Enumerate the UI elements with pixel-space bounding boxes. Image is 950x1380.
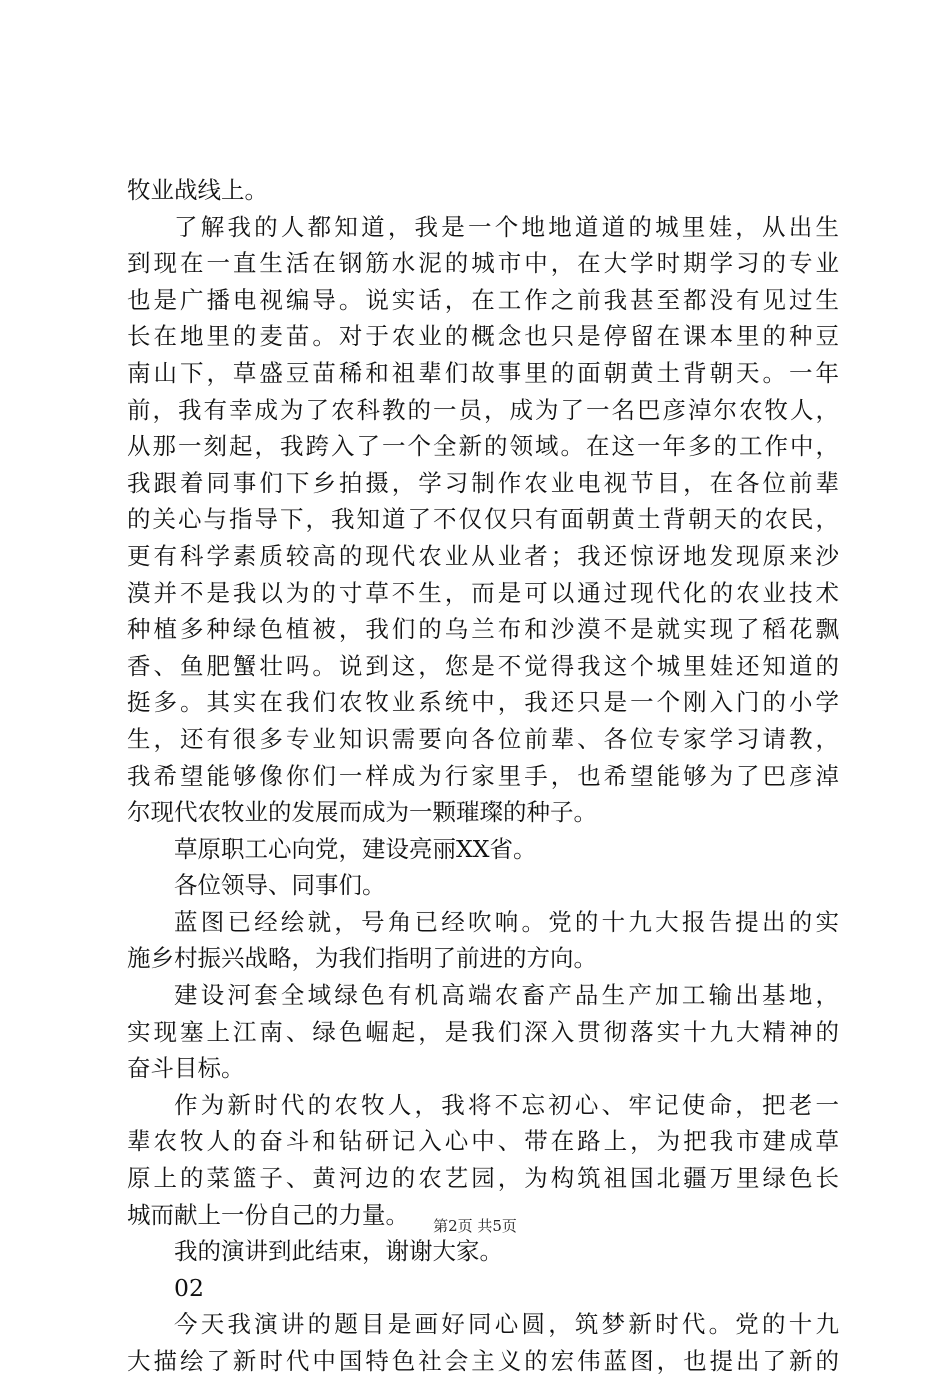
text-line: 我的演讲到此结束，谢谢大家。: [174, 1237, 503, 1266]
text-line: 的关心与指导下，我知道了不仅仅只有面朝黄土背朝天的农民，: [127, 505, 839, 534]
paragraph: [127, 867, 839, 904]
text-line: 更有科学素质较高的现代农业从业者；我还惊讶地发现原来沙: [127, 541, 839, 570]
document-body: [127, 172, 839, 1380]
text-line: 实现塞上江南、绿色崛起，是我们深入贯彻落实十九大精神的: [127, 1017, 839, 1046]
text-line: 大描绘了新时代中国特色社会主义的宏伟蓝图，也提出了新的: [127, 1347, 839, 1375]
text-line: 奋斗目标。: [127, 1054, 245, 1083]
paragraph: [127, 1233, 839, 1270]
text-line: 长在地里的麦苗。对于农业的概念也只是停留在课本里的种豆: [127, 322, 839, 351]
paragraph: [127, 904, 839, 977]
text-line: 牧业战线上。: [127, 176, 268, 204]
text-line: 香、鱼肥蟹壮吗。说到这，您是不觉得我这个城里娃还知道的: [127, 651, 839, 680]
text-line: 挺多。其实在我们农牧业系统中，我还只是一个刚入门的小学: [127, 688, 839, 717]
text-line: 种植多种绿色植被，我们的乌兰布和沙漠不是就实现了稻花飘: [127, 615, 839, 644]
text-line: 蓝图已经绘就，号角已经吹响。党的十九大报告提出的实: [174, 907, 839, 936]
text-line: 尔现代农牧业的发展而成为一颗璀璨的种子。: [127, 798, 597, 827]
text-line: 作为新时代的农牧人，我将不忘初心、牢记使命，把老一: [174, 1090, 839, 1119]
paragraph: [127, 1270, 839, 1307]
text-line: 漠并不是我以为的寸草不生，而是可以通过现代化的农业技术: [127, 578, 839, 607]
paragraph: [127, 1087, 839, 1233]
paragraph: [127, 977, 839, 1087]
text-line: 辈农牧人的奋斗和钻研记入心中、带在路上，为把我市建成草: [127, 1127, 839, 1156]
text-line: 原上的菜篮子、黄河边的农艺园，为构筑祖国北疆万里绿色长: [127, 1164, 839, 1193]
text-line: 从那一刻起，我跨入了一个全新的领域。在这一年多的工作中，: [127, 432, 839, 461]
text-line: 了解我的人都知道，我是一个地地道道的城里娃，从出生: [174, 212, 839, 241]
text-line: 我跟着同事们下乡拍摄，学习制作农业电视节目，在各位前辈: [127, 468, 839, 497]
text-line: 前，我有幸成为了农科教的一员，成为了一名巴彦淖尔农牧人，: [127, 395, 839, 424]
text-line: 今天我演讲的题目是画好同心圆，筑梦新时代。党的十九: [174, 1310, 839, 1339]
text-line: 施乡村振兴战略，为我们指明了前进的方向。: [127, 944, 597, 973]
paragraph: [127, 209, 839, 831]
text-line: 02: [174, 1273, 204, 1302]
text-line: 草原职工心向党，建设亮丽XX省。: [174, 834, 537, 863]
text-line: 到现在一直生活在钢筋水泥的城市中，在大学时期学习的专业: [127, 249, 839, 278]
text-line: 南山下，草盛豆苗稀和祖辈们故事里的面朝黄土背朝天。一年: [127, 358, 839, 387]
text-line: 生，还有很多专业知识需要向各位前辈、各位专家学习请教，: [127, 724, 839, 753]
paragraph: [127, 1306, 839, 1379]
paragraph: [127, 172, 839, 209]
text-line: 我希望能够像你们一样成为行家里手，也希望能够为了巴彦淖: [127, 761, 839, 790]
text-line: 建设河套全域绿色有机高端农畜产品生产加工输出基地，: [174, 981, 839, 1010]
text-line: 各位领导、同事们。: [174, 871, 386, 900]
paragraph: [127, 831, 839, 868]
text-line: 城而献上一份自己的力量。: [127, 1200, 409, 1229]
text-line: 也是广播电视编导。说实话，在工作之前我甚至都没有见过生: [127, 285, 839, 314]
page-footer: 第2页 共5页: [433, 1217, 517, 1235]
